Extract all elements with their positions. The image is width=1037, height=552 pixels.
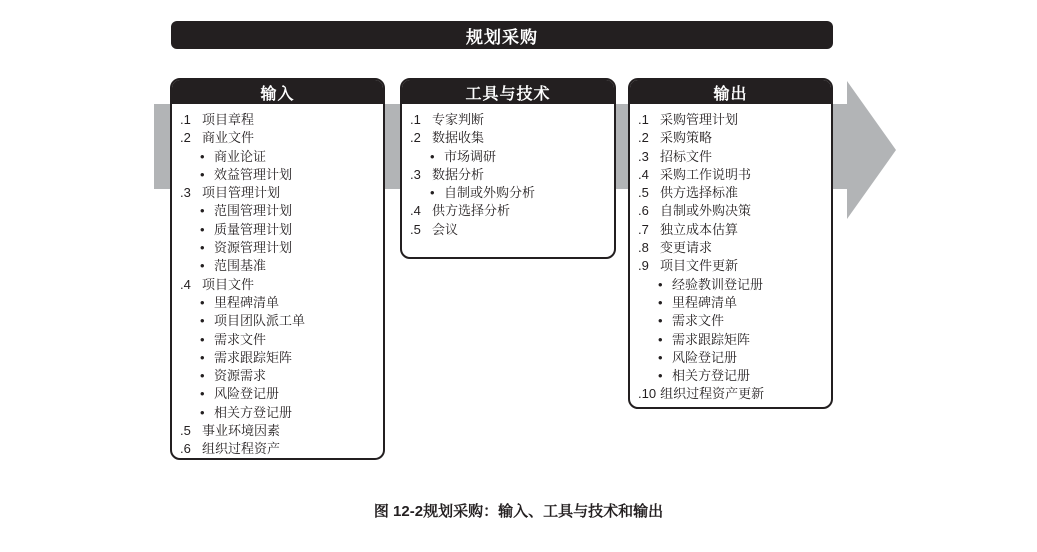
list-item [638,184,825,202]
item-number: .5 [638,185,649,201]
item-number: .10 [638,386,657,402]
item-number: .2 [180,130,191,146]
item-number: .7 [638,221,649,237]
bullet-icon: • [200,240,205,256]
list-item [180,294,377,312]
list-item-label: 供方选择标准 [660,185,739,201]
list-item-label: 项目管理计划 [202,185,281,201]
bullet-icon: • [200,404,205,420]
bullet-icon: • [658,349,663,365]
list-item-label: 招标文件 [660,148,713,164]
list-item [410,111,608,129]
list-item [180,148,377,166]
list-item [638,111,825,129]
list-item-label: 供方选择分析 [432,203,511,219]
list-item-label: 商业论证 [214,148,267,164]
list-item [180,312,377,330]
process-title-bar [171,21,833,49]
list-item-label: 需求文件 [214,331,267,347]
list-item [180,239,377,257]
outputs-box [628,78,833,409]
item-number: .5 [410,221,421,237]
tools-techniques-box [400,78,616,259]
list-item [638,239,825,257]
list-item-label: 数据收集 [432,130,485,146]
list-item-label: 项目文件更新 [660,258,739,274]
list-item-label: 事业环境因素 [202,423,281,439]
list-item-label: 项目团队派工单 [214,313,306,329]
outputs-box-title: 输出 [713,85,748,103]
list-item-label: 组织过程资产更新 [660,386,765,402]
list-item-label: 数据分析 [432,166,485,182]
list-item [180,440,377,458]
list-item-label: 风险登记册 [214,386,280,402]
list-item-label: 资源需求 [214,368,267,384]
tools-techniques-box-title: 工具与技术 [465,85,551,103]
list-item [180,111,377,129]
list-item-label: 需求跟踪矩阵 [214,349,293,365]
list-item [638,257,825,275]
list-item-label: 自制或外购决策 [660,203,752,219]
outputs-box-header [630,80,831,104]
bullet-icon: • [658,331,663,347]
bullet-icon: • [200,331,205,347]
list-item-label: 采购工作说明书 [660,166,752,182]
bullet-icon: • [430,185,435,201]
list-item [410,166,608,184]
list-item-label: 需求跟踪矩阵 [672,331,751,347]
bullet-icon: • [658,368,663,384]
item-number: .8 [638,240,649,256]
inputs-list [172,104,383,459]
list-item [638,276,825,294]
list-item [180,349,377,367]
list-item [180,385,377,403]
item-number: .6 [638,203,649,219]
list-item [638,129,825,147]
item-number: .4 [180,276,191,292]
list-item [638,385,825,403]
item-number: .1 [638,112,649,127]
list-item [638,331,825,349]
list-item-label: 资源管理计划 [214,240,293,256]
list-item [638,221,825,239]
item-number: .3 [410,166,421,182]
list-item [180,331,377,349]
list-item-label: 里程碑清单 [672,294,738,310]
list-item-label: 项目章程 [202,112,255,127]
item-number: .5 [180,423,191,439]
list-item [180,257,377,275]
list-item-label: 采购策略 [660,130,713,146]
list-item [180,367,377,385]
list-item [410,221,608,239]
bullet-icon: • [200,258,205,274]
list-item [638,148,825,166]
item-number: .2 [410,130,421,146]
bullet-icon: • [200,349,205,365]
item-number: .3 [638,148,649,164]
outputs-list [630,104,831,404]
inputs-box-header [172,80,383,104]
list-item [410,148,608,166]
list-item [180,129,377,147]
list-item-label: 采购管理计划 [660,112,739,127]
list-item [638,166,825,184]
inputs-box-title: 输入 [260,85,295,103]
list-item [180,184,377,202]
list-item [180,202,377,220]
item-number: .4 [410,203,421,219]
list-item-label: 市场调研 [444,148,497,164]
tools-techniques-box-header [402,80,614,104]
bullet-icon: • [200,386,205,402]
list-item [638,367,825,385]
process-title: 规划采购 [466,27,538,47]
list-item [180,276,377,294]
list-item-label: 质量管理计划 [214,221,293,237]
list-item [638,202,825,220]
item-number: .2 [638,130,649,146]
bullet-icon: • [200,368,205,384]
item-number: .1 [410,112,421,127]
flow-arrow-right-icon [847,81,896,219]
list-item-label: 商业文件 [202,130,255,146]
item-number: .3 [180,185,191,201]
list-item [410,184,608,202]
list-item-label: 效益管理计划 [214,166,293,182]
list-item-label: 范围管理计划 [214,203,293,219]
bullet-icon: • [200,166,205,182]
bullet-icon: • [200,313,205,329]
bullet-icon: • [200,148,205,164]
list-item-label: 会议 [432,221,459,237]
list-item [638,312,825,330]
item-number: .1 [180,112,191,127]
list-item-label: 相关方登记册 [214,404,293,420]
bullet-icon: • [430,148,435,164]
list-item-label: 独立成本估算 [660,221,739,237]
list-item [410,129,608,147]
item-number: .4 [638,166,649,182]
list-item-label: 相关方登记册 [672,368,751,384]
list-item-label: 范围基准 [214,258,267,274]
list-item-label: 项目文件 [202,276,255,292]
list-item-label: 经验教训登记册 [672,276,764,292]
list-item [638,349,825,367]
bullet-icon: • [658,294,663,310]
list-item-label: 组织过程资产 [202,441,281,457]
list-item [180,166,377,184]
tools-techniques-list [402,104,614,239]
inputs-box [170,78,385,460]
bullet-icon: • [658,313,663,329]
list-item [410,202,608,220]
list-item-label: 变更请求 [660,240,713,256]
item-number: .6 [180,441,191,457]
list-item [180,404,377,422]
list-item-label: 自制或外购分析 [444,185,536,201]
figure-caption: 图 12-2规划采购：输入、工具与技术和输出 [373,503,664,520]
list-item-label: 里程碑清单 [214,294,280,310]
list-item-label: 风险登记册 [672,349,738,365]
bullet-icon: • [200,203,205,219]
bullet-icon: • [200,294,205,310]
list-item [638,294,825,312]
item-number: .9 [638,258,649,274]
list-item [180,422,377,440]
bullet-icon: • [658,276,663,292]
list-item-label: 需求文件 [672,313,725,329]
list-item-label: 专家判断 [432,112,485,127]
list-item [180,221,377,239]
bullet-icon: • [200,221,205,237]
